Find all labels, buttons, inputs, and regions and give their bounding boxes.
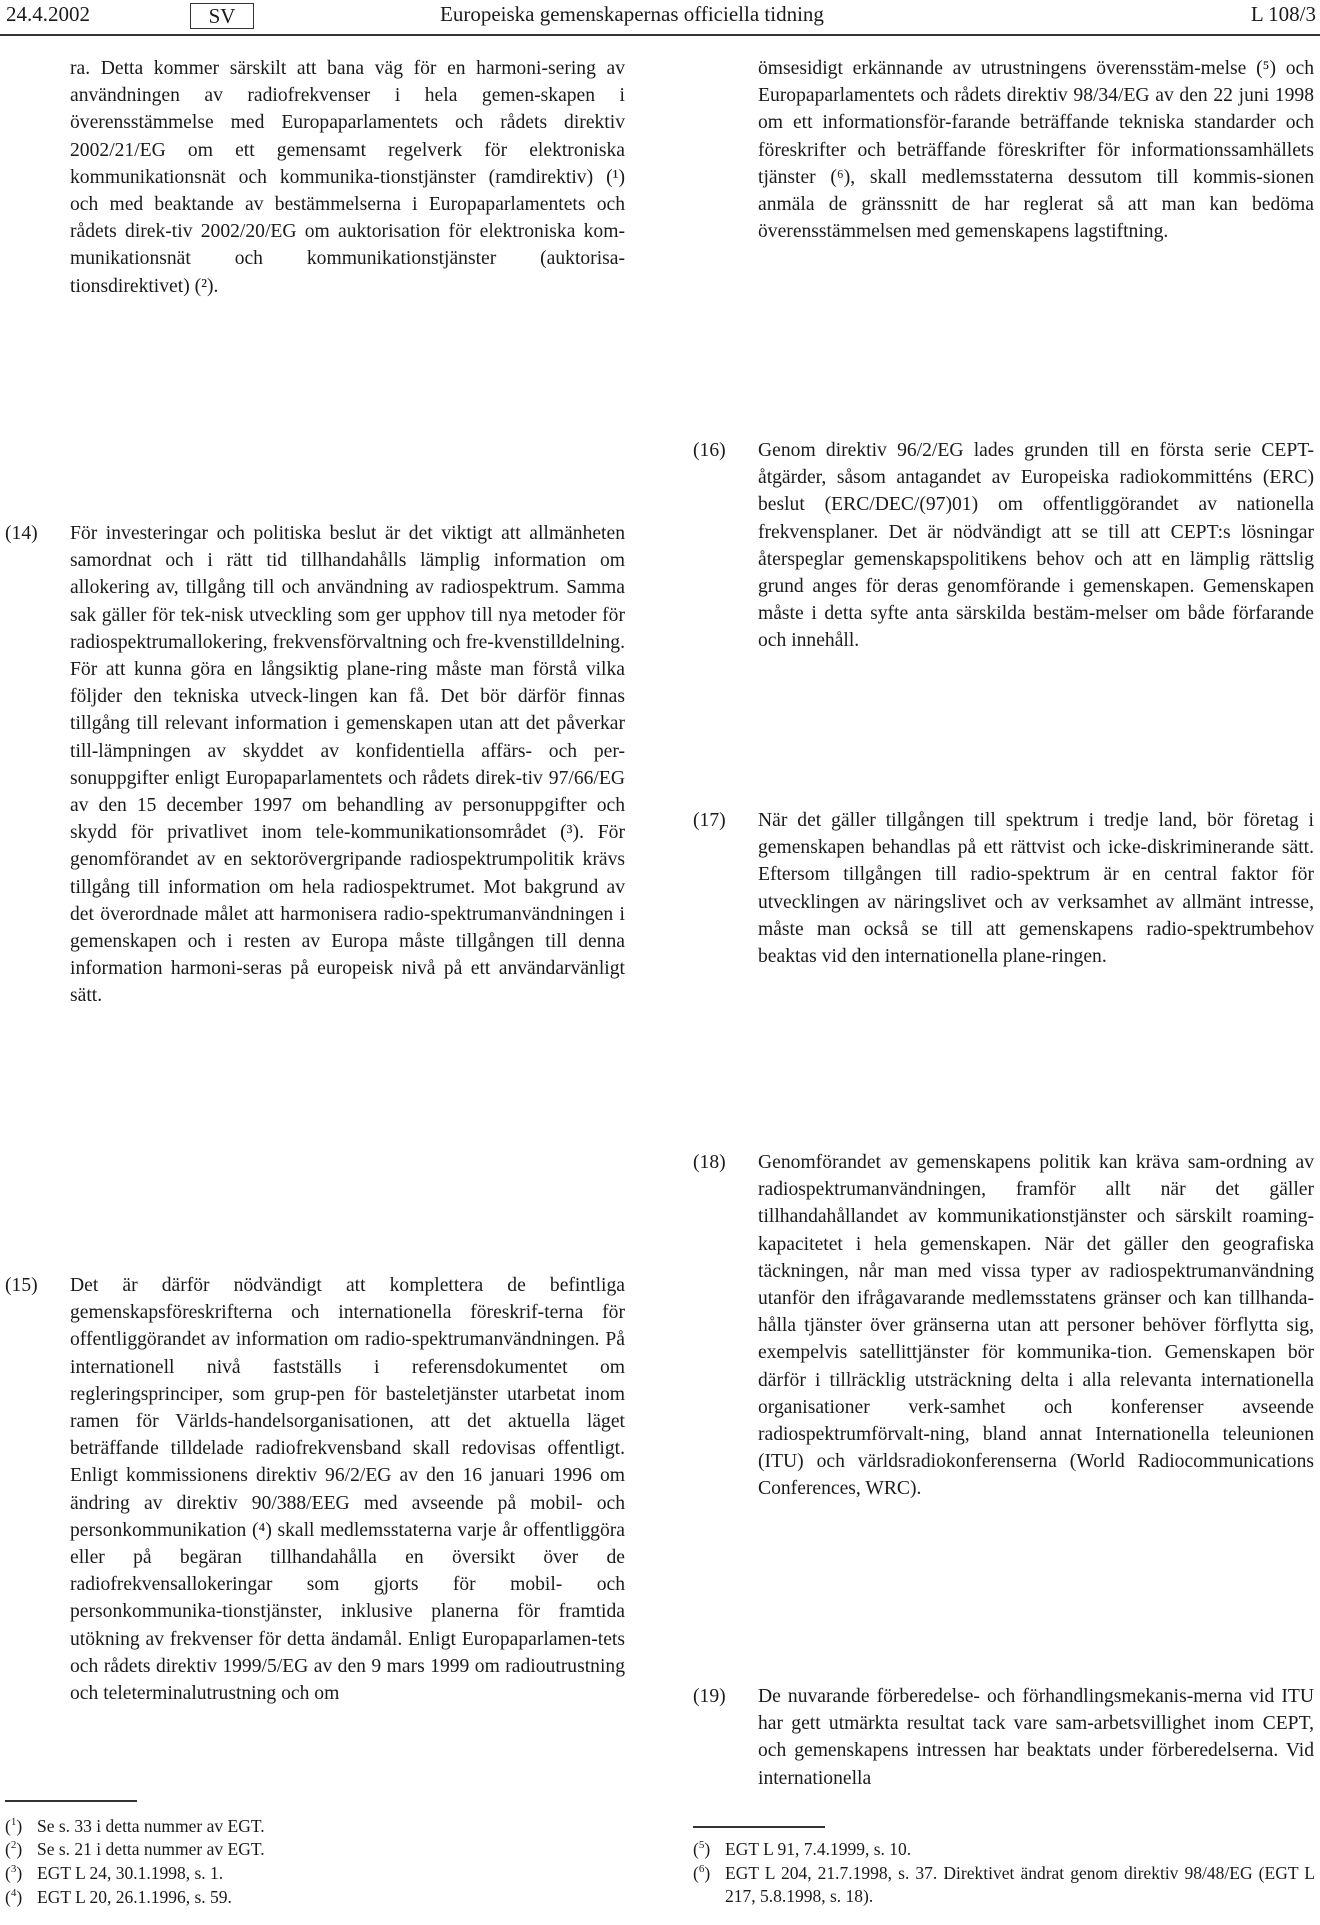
footnote-mark: ($^4$) — [5, 1887, 23, 1907]
language-box: SV — [190, 3, 254, 29]
footnote — [5, 1838, 265, 1861]
recital-text: De nuvarande förberedelse- och förhandlingsmekanis-merna vid ITU har gett utmärkta resultat tack vare sam-arbetsvillighet inom CEPT, och gemenskapens intressen har beaktats under förberedelserna. Vid internationella — [758, 1686, 1314, 1789]
recital-text: Genomförandet av gemenskapens politik kan kräva sam-ordning av radiospektrumanvändningen, framför allt när det gäller tillhandahållandet av kommunikationstjänster och särskilt roaming-kapacitetet i hela gemenskapen. När det gäller den geografiska täckningen, når man med vissa typer av radiospektrumanvändning utanför den ifrågavarande medlemsstatens gränser och kan tillhanda-hålla tjänster över gränserna utan att personer behöver förflytta sig, exempelvis satellittjänster för kommunika-tion. Gemenskapen bör därför i tillräcklig utsträckning delta i alla relevanta internationella organisationer verk-samhet och konferenser avseende radiospektrumförvalt-ning, bland annat Internationella teleunionen (ITU) och världsradiokonferenserna (World Radiocommunications Conferences, WRC). — [758, 1152, 1314, 1500]
recital-number: (15) — [5, 1275, 38, 1296]
footnote-mark: ($^2$) — [5, 1839, 23, 1859]
header-date: 24.4.2002 — [6, 2, 90, 26]
recital-text: Genom direktiv 96/2/EG lades grunden till en första serie CEPT-åtgärder, såsom antagandet av Europeiska radiokommitténs (ERC) beslut (ERC/DEC/(97)01) om offentliggörandet av nationella frekvensplaner. Det är nödvändigt att se till att CEPT:s lösningar återspeglar gemenskapspolitikens behov och att en lämplig rättslig grund anges för deras genomförande i gemenskapen. Gemenskapen måste i detta syfte anta särskilda bestäm-melser om både förfarande och innehåll. — [758, 440, 1314, 652]
footnote-mark: ($^6$) — [693, 1863, 711, 1883]
recital-number: (18) — [693, 1152, 726, 1173]
recital-number: (14) — [5, 523, 38, 544]
footnote-text: Se s. 21 i detta nummer av EGT. — [37, 1839, 265, 1859]
left-intro-paragraph: ra. Detta kommer särskilt att bana väg för en harmoni-sering av användningen av radiofrekvenser i hela gemen-skapen i överensstämmelse med Europaparlamentets och rådets direktiv 2002/21/EG om ett gemensamt regelverk för elektroniska kommunikationsnät och kommunika-tionstjänster (ramdirektiv) (¹) och med beaktande av bestämmelserna i Europaparlamentets och rådets direk-tiv 2002/20/EG om auktorisation för elektroniska kom-munikationsnät och kommunikationstjänster (auktorisa-tionsdirektivet) (²). — [70, 58, 625, 297]
footnote-mark: ($^3$) — [5, 1863, 23, 1883]
recital-number: (17) — [693, 810, 726, 831]
recital-text: Det är därför nödvändigt att komplettera de befintliga gemenskapsföreskrifterna och internationella föreskrif-terna för offentliggörandet av information om radio-spektrumanvändningen. På internationell nivå fastställs i referensdokumentet om regleringsprinciper, som grup-pen för basteletjänster utarbetat inom ramen för Världs-handelsorganisationen, att det aktuella läget beträffande tilldelade radiofrekvensband skall redovisas offentligt. Enligt kommissionens direktiv 96/2/EG av den 16 januari 1996 om ändring av direktiv 90/388/EEG med avseende på mobil- och personkommunikation (⁴) skall medlemsstaterna varje år offentliggöra eller på begäran tillhandahålla en översikt över de radiofrekvensallokeringar som gjorts för mobil- och personkommunika-tionstjänster, inklusive planerna för framtida utökning av frekvenser för detta ändamål. Enligt Europaparlamen-tets och rådets direktiv 1999/5/EG av den 9 mars 1999 om radioutrustning och teleterminalutrustning och om — [70, 1275, 625, 1705]
journal-title: Europeiska gemenskapernas officiella tidning — [440, 2, 824, 26]
footnote-text: Se s. 33 i detta nummer av EGT. — [37, 1816, 265, 1836]
footnote-rule-left — [5, 1800, 137, 1802]
footnote — [693, 1862, 1315, 1907]
footnote-text: EGT L 91, 7.4.1999, s. 10. — [725, 1839, 912, 1859]
recital-text: För investeringar och politiska beslut är det viktigt att allmänheten samordnat och i rätt tid tillhandahålls lämplig information om allokering av, tillgång till och användning av radiospektrum. Samma sak gäller för tek-nisk utveckling som ger upphov till nya metoder för radiospektrumallokering, frekvensförvaltning och fre-kvenstilldelning. För att kunna göra en långsiktig plane-ring måste man förstå vilka följder den tekniska utveck-lingen kan få. Det bör därför finnas tillgång till relevant information i gemenskapen utan att det påverkar till-lämpningen av skyddet av konfidentiella affärs- och per-sonuppgifter enligt Europaparlamentets och rådets direk-tiv 97/66/EG av den 15 december 1997 om behandling av personuppgifter och skydd för privatlivet inom tele-kommunikationsområdet (³). För genomförandet av en sektorövergripande radiospektrumpolitik krävs tillgång till information om hela radiospektrumet. Mot bakgrund av det överordnade målet att harmonisera radio-spektrumanvändningen i gemenskapen och i resten av Europa måste tillgången till denna information harmoni-seras på europeisk nivå på ett användarvänligt sätt. — [70, 523, 625, 1007]
footnote-text: EGT L 24, 30.1.1998, s. 1. — [37, 1863, 224, 1883]
footnote-mark: ($^1$) — [5, 1816, 23, 1836]
header-rule — [0, 34, 1320, 36]
footnote-text: EGT L 204, 21.7.1998, s. 37. Direktivet ändrat genom direktiv 98/48/EG (EGT L 217, 5.8.1998, s. 18). — [725, 1863, 1315, 1906]
footnote — [5, 1862, 223, 1885]
footnote — [5, 1886, 232, 1909]
right-intro-paragraph: ömsesidigt erkännande av utrustningens överensstäm-melse (⁵) och Europaparlamentets och rådets direktiv 98/34/EG av den 22 juni 1998 om ett informationsför-farande beträffande tekniska standarder och föreskrifter och beträffande föreskrifter för informationssamhällets tjänster (⁶), skall medlemsstaterna dessutom till kommis-sionen anmäla de gränssnitt de har reglerat så att man kan bedöma överensstämmelsen med gemenskapens lagstiftning. — [758, 58, 1314, 243]
recital-text: När det gäller tillgången till spektrum i tredje land, bör företag i gemenskapen behandlas på ett rättvist och icke-diskriminerande sätt. Eftersom tillgången till radio-spektrum är en central faktor för utvecklingen av näringslivet och av verksamhet av allmänt intresse, måste man också se till att gemenskapens radio-spektrumbehov beaktas vid den internationella plane-ringen. — [758, 810, 1314, 968]
footnote — [693, 1838, 1315, 1861]
page-reference: L 108/3 — [1250, 2, 1316, 26]
journal-header — [0, 0, 1320, 34]
footnote-rule-right — [693, 1826, 825, 1828]
footnote — [5, 1815, 265, 1838]
footnote-mark: ($^5$) — [693, 1839, 711, 1859]
footnote-text: EGT L 20, 26.1.1996, s. 59. — [37, 1887, 232, 1907]
recital-number: (16) — [693, 440, 726, 461]
recital-number: (19) — [693, 1686, 726, 1707]
